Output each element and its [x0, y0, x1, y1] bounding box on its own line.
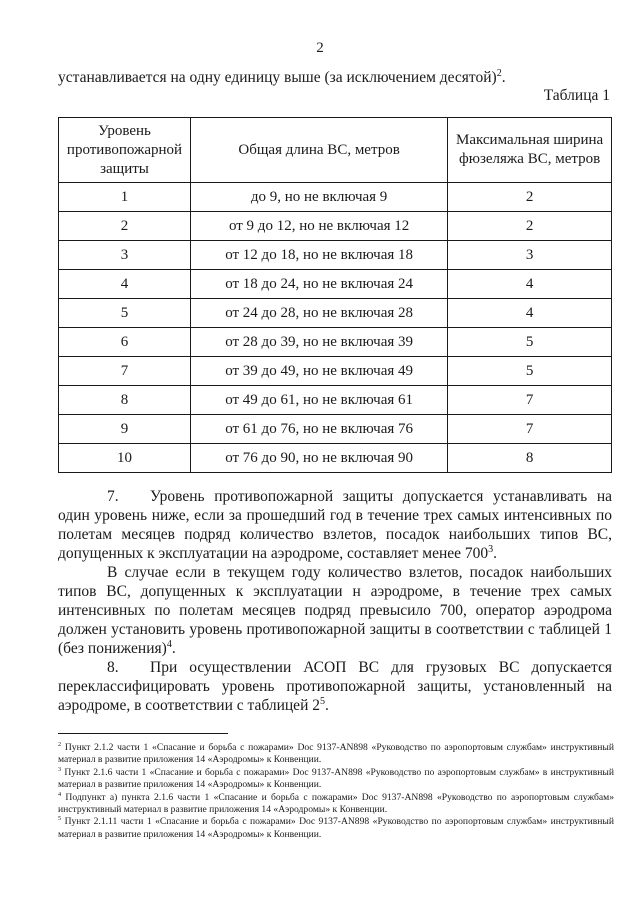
footnote-divider [58, 733, 228, 734]
table-row [59, 299, 612, 328]
footnote-text: Подпункт а) пункта 2.1.6 части 1 «Спасание и борьба с пожарами» Doc 9137-AN898 «Руководство по аэропортовым службам» инструктивный материал в развитие приложения 14 «Аэродромы» к Конвенции. [58, 791, 614, 816]
paragraph-number: 7. [107, 488, 119, 505]
footnotes [58, 742, 614, 841]
footnote-mark: 5 [58, 815, 62, 823]
cell-width: 7 [448, 386, 612, 415]
paragraph-7 [58, 487, 612, 563]
cell-width: 8 [448, 444, 612, 473]
table-row [59, 444, 612, 473]
cell-length: от 39 до 49, но не включая 49 [190, 357, 447, 386]
paragraph-text: Уровень противопожарной защиты допускается устанавливать на один уровень ниже, если за прошедший год в течение трех самых интенсивных по полетам месяцев подряд количество взлетов, посадок наибольших типов ВС, допущенных к эксплуатации на аэродроме, составляет менее 700 [58, 488, 612, 562]
paragraph-7-continued [58, 563, 612, 658]
table-header-row [59, 118, 612, 183]
cell-width: 5 [448, 328, 612, 357]
cell-level: 1 [59, 183, 191, 212]
paragraph-end: . [493, 545, 498, 562]
intro-text: устанавливается на одну единицу выше (за исключением десятой) [58, 69, 497, 86]
cell-width: 3 [448, 241, 612, 270]
intro-line [58, 68, 618, 88]
table-row [59, 415, 612, 444]
footnote-ref-5: 5 [320, 695, 326, 707]
header-width: Максимальная ширина фюзеляжа ВС, метров [448, 118, 612, 183]
table-label: Таблица 1 [543, 87, 610, 104]
paragraph-number: 8. [107, 659, 119, 676]
cell-length: от 18 до 24, но не включая 24 [190, 270, 447, 299]
footnote-text: Пункт 2.1.2 части 1 «Спасание и борьба с пожарами» Doc 9137-AN898 «Руководство по аэропортовым службам» инструктивный материал в развитие приложения 14 «Аэродромы» к Конвенции. [58, 742, 614, 766]
footnote-ref-4: 4 [166, 638, 172, 650]
footnote-mark: 3 [58, 765, 62, 773]
table-row [59, 212, 612, 241]
cell-length: от 24 до 28, но не включая 28 [190, 299, 447, 328]
cell-length: от 28 до 39, но не включая 39 [190, 328, 447, 357]
cell-level: 3 [59, 241, 191, 270]
cell-length: от 76 до 90, но не включая 90 [190, 444, 447, 473]
cell-level: 4 [59, 270, 191, 299]
cell-level: 2 [59, 212, 191, 241]
footnote [58, 816, 614, 841]
intro-end: . [501, 69, 506, 86]
footnote-text: Пункт 2.1.11 части 1 «Спасание и борьба с пожарами» Doc 9137-AN898 «Руководство по аэропортовым службам» инструктивный материал в развитие приложения 14 «Аэродромы» к Конвенции. [58, 816, 614, 840]
cell-length: до 9, но не включая 9 [190, 183, 447, 212]
footnote-mark: 4 [58, 790, 62, 798]
cell-length: от 9 до 12, но не включая 12 [190, 212, 447, 241]
paragraph-end: . [171, 640, 176, 657]
header-level: Уровень противопожарной защиты [59, 118, 191, 183]
cell-level: 7 [59, 357, 191, 386]
cell-width: 2 [448, 212, 612, 241]
table-row [59, 241, 612, 270]
table-row [59, 183, 612, 212]
body-text [58, 487, 612, 715]
table-row [59, 386, 612, 415]
cell-width: 4 [448, 270, 612, 299]
paragraph-8 [58, 658, 612, 715]
footnote [58, 742, 614, 767]
footnote [58, 792, 614, 817]
cell-length: от 12 до 18, но не включая 18 [190, 241, 447, 270]
cell-width: 7 [448, 415, 612, 444]
table-row [59, 270, 612, 299]
footnote-text: Пункт 2.1.6 части 1 «Спасание и борьба с пожарами» Doc 9137-AN898 «Руководство по аэропортовым службам» в инструктивный материал в развитие приложения 14 «Аэродромы» к Конвенции. [58, 766, 614, 791]
cell-width: 5 [448, 357, 612, 386]
footnote-ref-2: 2 [496, 67, 502, 79]
header-length: Общая длина ВС, метров [190, 118, 447, 183]
footnote [58, 767, 614, 792]
cell-level: 9 [59, 415, 191, 444]
cell-level: 6 [59, 328, 191, 357]
paragraph-text: В случае если в текущем году количество взлетов, посадок наибольших типов ВС, допущенных к эксплуатации н аэродроме, в течение трех самых интенсивных по полетам месяцев подряд превысило 700, оператор аэродрома должен установить уровень противопожарной защиты в соответствии с таблицей 1 (без понижения) [58, 564, 612, 657]
cell-level: 5 [59, 299, 191, 328]
paragraph-text: При осуществлении АСОП ВС для грузовых ВС допускается переклассифицировать уровень противопожарной защиты, установленный на аэродроме, в соответствии с таблицей 2 [58, 659, 612, 714]
cell-length: от 61 до 76, но не включая 76 [190, 415, 447, 444]
cell-width: 2 [448, 183, 612, 212]
page-number: 2 [316, 40, 324, 56]
table-row [59, 328, 612, 357]
paragraph-end: . [325, 697, 329, 714]
footnote-mark: 2 [58, 740, 62, 748]
fire-protection-table [58, 117, 612, 473]
cell-width: 4 [448, 299, 612, 328]
footnote-ref-3: 3 [488, 543, 494, 555]
cell-length: от 49 до 61, но не включая 61 [190, 386, 447, 415]
cell-level: 8 [59, 386, 191, 415]
cell-level: 10 [59, 444, 191, 473]
table-row [59, 357, 612, 386]
